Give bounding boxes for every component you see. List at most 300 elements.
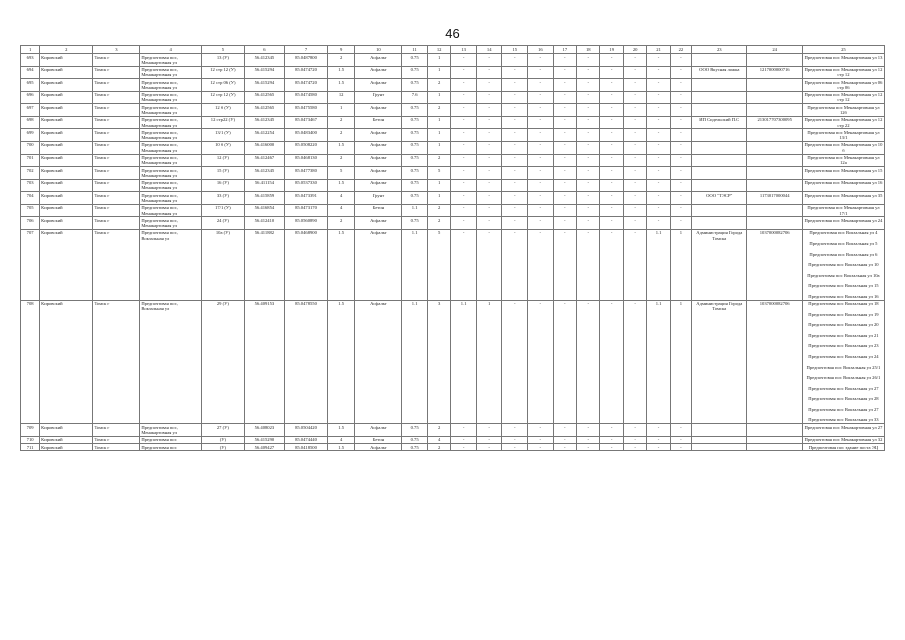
table-cell: 2 (327, 116, 355, 129)
table-cell: Предпочтовая пос Менакартовная ул 13 (802, 54, 884, 67)
table-cell: - (577, 436, 600, 443)
table-cell: Бетон (355, 116, 402, 129)
table-cell: 1 (670, 229, 691, 300)
location-item: Предпочтовая пос Вокзальная ул 21 (808, 332, 879, 338)
table-cell: Кировский (40, 104, 93, 117)
header-row (21, 46, 885, 54)
table-cell: 706 (21, 217, 40, 230)
table-cell (692, 204, 747, 217)
table-cell: Асфальт (355, 141, 402, 154)
table-cell: Томск г (93, 141, 140, 154)
table-cell: 56.412467 (244, 154, 284, 167)
table-cell: - (476, 104, 502, 117)
table-cell: - (451, 229, 477, 300)
table-cell: - (577, 154, 600, 167)
table-cell: Асфальт (355, 79, 402, 92)
table-cell: Томск г (93, 229, 140, 300)
table-cell: - (623, 79, 646, 92)
table-cell: 56.415859 (244, 192, 284, 205)
column-header: 24 (747, 46, 802, 54)
table-row (21, 129, 885, 142)
table-row (21, 141, 885, 154)
table-cell: Администрация Города Томска (692, 229, 747, 300)
table-cell: Томск г (93, 192, 140, 205)
table-cell: 56.409427 (244, 444, 284, 451)
table-cell: 0.75 (402, 154, 428, 167)
table-cell: 1.1 (647, 229, 670, 300)
table-cell: - (600, 129, 623, 142)
table-cell (747, 141, 802, 154)
table-cell: 2 (427, 424, 450, 437)
table-cell (747, 54, 802, 67)
table-cell: - (647, 424, 670, 437)
table-cell: 710 (21, 436, 40, 443)
table-cell: 13/1 (У) (202, 129, 245, 142)
table-cell: - (553, 179, 576, 192)
table-cell: Кировский (40, 424, 93, 437)
table-cell: 85.0474720 (285, 79, 328, 92)
table-cell: Асфальт (355, 54, 402, 67)
location-list (802, 300, 884, 424)
table-cell: 85.0474720 (285, 66, 328, 79)
table-cell: - (502, 104, 528, 117)
table-cell: 0.75 (402, 167, 428, 180)
table-cell: 85.0477380 (285, 167, 328, 180)
table-cell: 0.75 (402, 424, 428, 437)
table-cell: Предпочтовая пос, Менакартовная ул (140, 54, 202, 67)
table-cell: - (600, 104, 623, 117)
table-cell: - (670, 192, 691, 205)
table-cell (692, 179, 747, 192)
table-row (21, 179, 885, 192)
table-cell: - (451, 179, 477, 192)
table-cell: - (476, 91, 502, 104)
table-cell (747, 91, 802, 104)
table-cell: - (670, 141, 691, 154)
table-cell: 12 стр22 (У) (202, 116, 245, 129)
table-cell: 85.0508220 (285, 141, 328, 154)
table-cell: 1 (427, 141, 450, 154)
table-cell: - (577, 116, 600, 129)
table-cell: Предпочтовая пос, Менакартовная ул (140, 154, 202, 167)
table-row (21, 424, 885, 437)
table-cell: Томск г (93, 66, 140, 79)
table-cell: 1 (427, 116, 450, 129)
table-cell: Кировский (40, 217, 93, 230)
table-cell: ООО Вкусная ложка (692, 66, 747, 79)
table-cell (692, 141, 747, 154)
column-header: 6 (244, 46, 284, 54)
table-cell: 13 (У) (202, 54, 245, 67)
table-cell: - (647, 217, 670, 230)
table-cell: - (600, 192, 623, 205)
table-cell: - (502, 204, 528, 217)
column-header: 20 (623, 46, 646, 54)
table-row (21, 116, 885, 129)
table-row (21, 436, 885, 443)
table-cell: 5 (427, 167, 450, 180)
table-cell: - (528, 436, 554, 443)
table-row (21, 300, 885, 424)
table-cell: 56.409153 (244, 300, 284, 424)
table-cell: 56.416000 (244, 141, 284, 154)
table-cell: - (600, 179, 623, 192)
column-header: 3 (93, 46, 140, 54)
table-cell: Предпочтовая пос Менакартовная ул 13/1 (802, 129, 884, 142)
table-cell: - (623, 192, 646, 205)
table-cell: - (502, 444, 528, 451)
table-cell: 27 (У) (202, 424, 245, 437)
table-cell: - (451, 116, 477, 129)
table-cell: 12 стр 12 (У) (202, 91, 245, 104)
location-item: Предпочтовая пос Вокзальная ул 5 (809, 240, 878, 246)
table-cell: - (670, 79, 691, 92)
table-cell: 707 (21, 229, 40, 300)
table-cell: Предпочтовая пос Менакартовная ул 10 б (802, 141, 884, 154)
table-cell: - (528, 129, 554, 142)
table-cell: - (647, 116, 670, 129)
table-cell: - (670, 217, 691, 230)
table-cell: 1.5 (327, 66, 355, 79)
table-cell: - (623, 444, 646, 451)
table-cell: - (647, 179, 670, 192)
location-item: Предпочтовая пос Вокзальная ул 15 (808, 283, 879, 289)
table-cell: 29 (У) (202, 300, 245, 424)
table-cell: - (553, 79, 576, 92)
table-cell: - (600, 54, 623, 67)
table-cell: - (577, 424, 600, 437)
table-cell: Предпочтовая пос (140, 436, 202, 443)
table-cell: Томск г (93, 167, 140, 180)
table-cell: - (476, 436, 502, 443)
table-cell: - (577, 104, 600, 117)
table-cell: - (623, 217, 646, 230)
table-cell: 694 (21, 66, 40, 79)
table-cell: Предпочтовая пос Менакартовная ул 12а (802, 154, 884, 167)
table-cell: - (553, 436, 576, 443)
location-item: Предпочтовая пос Вокзальная ул 4 (809, 230, 878, 236)
table-cell: Асфальт (355, 444, 402, 451)
table-cell: - (451, 54, 477, 67)
table-cell: - (670, 54, 691, 67)
column-header: 7 (285, 46, 328, 54)
table-cell: Томск г (93, 79, 140, 92)
table-cell: 0.75 (402, 444, 428, 451)
table-cell: 56.408023 (244, 424, 284, 437)
table-cell: Предпочтовая пос Менакартовная ул 12б (802, 104, 884, 117)
table-cell: 1 (427, 192, 450, 205)
table-cell: - (528, 141, 554, 154)
table-cell: 85.0475580 (285, 104, 328, 117)
table-cell: Предпочтовая пос здание поста ЭЦ (802, 444, 884, 451)
table-cell: - (502, 116, 528, 129)
table-cell: 56.411154 (244, 179, 284, 192)
table-cell: - (623, 129, 646, 142)
table-row (21, 229, 885, 300)
table-cell: Предпочтовая пос Менакартовная ул 12 стр 12 (802, 91, 884, 104)
table-cell: - (647, 192, 670, 205)
location-item: Предпочтовая пос Вокзальная ул 24 (808, 354, 879, 360)
table-cell: - (476, 79, 502, 92)
table-cell: 12 б (У) (202, 104, 245, 117)
table-cell: - (577, 54, 600, 67)
table-cell: Асфальт (355, 66, 402, 79)
table-cell: - (451, 204, 477, 217)
table-cell: Томск г (93, 129, 140, 142)
table-cell: 213017707300095 (747, 116, 802, 129)
table-cell: Предпочтовая пос, Вокзальная ул (140, 300, 202, 424)
table-cell: - (577, 79, 600, 92)
table-cell: 56.412410 (244, 217, 284, 230)
column-header: 13 (451, 46, 477, 54)
table-cell: - (577, 167, 600, 180)
table-cell: 0.75 (402, 79, 428, 92)
column-header: 16 (528, 46, 554, 54)
table-row (21, 154, 885, 167)
table-cell: - (623, 141, 646, 154)
table-cell: Предпочтовая пос, Менакартовная ул (140, 424, 202, 437)
table-cell: 16 (У) (202, 179, 245, 192)
table-cell: Томск г (93, 204, 140, 217)
column-header: 23 (692, 46, 747, 54)
table-cell: 1.5 (327, 79, 355, 92)
table-cell: - (528, 217, 554, 230)
table-cell: - (553, 167, 576, 180)
column-header: 5 (202, 46, 245, 54)
table-cell: 0.75 (402, 66, 428, 79)
table-cell (747, 217, 802, 230)
table-cell: - (647, 444, 670, 451)
table-cell (692, 129, 747, 142)
table-row (21, 217, 885, 230)
table-cell: 15 (У) (202, 167, 245, 180)
table-cell: Предпочтовая пос Менакартовная ул 15 (802, 167, 884, 180)
table-cell: - (623, 116, 646, 129)
table-cell: Предпочтовая пос, Менакартовная ул (140, 66, 202, 79)
table-row (21, 167, 885, 180)
table-cell: - (553, 192, 576, 205)
table-cell: - (528, 300, 554, 424)
table-cell: 85.0418500 (285, 444, 328, 451)
table-cell: 56.412254 (244, 129, 284, 142)
table-cell: 699 (21, 129, 40, 142)
table-cell: - (528, 167, 554, 180)
table-cell: Томск г (93, 91, 140, 104)
location-item: Предпочтовая пос Вокзальная ул 10 (808, 262, 879, 268)
location-item: Предпочтовая пос Вокзальная ул 28 (808, 396, 879, 402)
table-cell: Томск г (93, 424, 140, 437)
table-cell: 85.0483400 (285, 129, 328, 142)
table-cell: 56.411882 (244, 229, 284, 300)
table-cell: Предпочтовая пос, Менакартовная ул (140, 217, 202, 230)
table-cell: Кировский (40, 129, 93, 142)
table-cell: 711 (21, 444, 40, 451)
table-cell: 24 (У) (202, 217, 245, 230)
table-cell: Бетон (355, 204, 402, 217)
table-cell: - (670, 424, 691, 437)
table-cell: 56.415294 (244, 79, 284, 92)
table-cell: - (451, 104, 477, 117)
table-cell: 4 (327, 192, 355, 205)
table-cell: Кировский (40, 141, 93, 154)
table-cell: 695 (21, 79, 40, 92)
table-cell: - (502, 192, 528, 205)
table-cell: - (528, 192, 554, 205)
table-cell (692, 154, 747, 167)
location-item: Предпочтовая пос Вокзальная ул 26/1 (806, 375, 881, 381)
column-header: 17 (553, 46, 576, 54)
table-cell: 0.75 (402, 217, 428, 230)
table-cell: - (528, 204, 554, 217)
table-cell: 1.1 (451, 300, 477, 424)
column-header: 10 (355, 46, 402, 54)
location-item: Предпочтовая пос Вокзальная ул 6 (809, 251, 878, 257)
table-cell: 1.1 (402, 204, 428, 217)
table-cell: - (528, 179, 554, 192)
table-cell: Предпочтовая пос Менакартовная ул 35 (802, 192, 884, 205)
table-cell (692, 424, 747, 437)
table-cell: Предпочтовая пос, Менакартовная ул (140, 116, 202, 129)
table-cell: Кировский (40, 204, 93, 217)
table-cell: 2 (427, 444, 450, 451)
table-cell (692, 91, 747, 104)
table-cell: - (600, 116, 623, 129)
table-cell (692, 104, 747, 117)
table-cell: 56.415294 (244, 66, 284, 79)
table-cell (692, 217, 747, 230)
table-cell: - (577, 129, 600, 142)
table-cell: 0.75 (402, 141, 428, 154)
table-cell: Предпочтовая пос Менакартовная ул 24 (802, 217, 884, 230)
table-cell: - (502, 79, 528, 92)
table-cell: 2 (327, 129, 355, 142)
table-cell: 12 стр 12 (У) (202, 66, 245, 79)
table-cell: 5 (327, 167, 355, 180)
table-cell: - (577, 179, 600, 192)
table-cell: - (476, 154, 502, 167)
table-cell: - (623, 154, 646, 167)
table-row (21, 192, 885, 205)
column-header: 18 (577, 46, 600, 54)
table-cell: Асфальт (355, 300, 402, 424)
table-cell: - (600, 141, 623, 154)
table-cell: - (670, 436, 691, 443)
table-cell: - (647, 91, 670, 104)
table-cell: Предпочтовая пос, Менакартовная ул (140, 204, 202, 217)
column-header: 9 (327, 46, 355, 54)
table-cell: 1.5 (327, 444, 355, 451)
table-cell: Кировский (40, 66, 93, 79)
table-cell: 1 (427, 179, 450, 192)
table-cell: Предпочтовая пос Менакартовная ул 32 (802, 436, 884, 443)
column-header: 25 (802, 46, 884, 54)
table-cell: 1 (427, 91, 450, 104)
table-cell: Администрация Города Томска (692, 300, 747, 424)
table-cell: - (451, 79, 477, 92)
table-cell: - (577, 444, 600, 451)
table-cell: - (577, 204, 600, 217)
table-cell: Предпочтовая пос Менакартовная ул 12 стр 22 (802, 116, 884, 129)
table-cell: Томск г (93, 116, 140, 129)
table-cell: - (528, 444, 554, 451)
table-cell: Томск г (93, 54, 140, 67)
table-cell: - (502, 154, 528, 167)
table-cell: - (553, 66, 576, 79)
table-cell: 85.0468130 (285, 154, 328, 167)
table-cell: - (502, 436, 528, 443)
table-cell: 0.75 (402, 192, 428, 205)
table-cell: 2 (427, 104, 450, 117)
table-cell (747, 204, 802, 217)
column-header: 21 (647, 46, 670, 54)
table-cell: 1.5 (327, 229, 355, 300)
table-cell: 85.0560890 (285, 217, 328, 230)
table-cell: - (451, 141, 477, 154)
table-cell: - (451, 424, 477, 437)
table-cell: - (553, 217, 576, 230)
table-cell: 2 (427, 217, 450, 230)
table-cell: - (600, 436, 623, 443)
column-header: 1 (21, 46, 40, 54)
table-cell: Кировский (40, 91, 93, 104)
table-cell: Кировский (40, 116, 93, 129)
table-cell: - (600, 300, 623, 424)
table-cell: 2 (427, 79, 450, 92)
table-cell: 85.0473467 (285, 116, 328, 129)
table-cell (692, 436, 747, 443)
table-cell: - (553, 300, 576, 424)
table-cell: Кировский (40, 444, 93, 451)
table-cell: Кировский (40, 154, 93, 167)
table-cell: - (451, 192, 477, 205)
table-cell: - (528, 424, 554, 437)
table-cell: Асфальт (355, 167, 402, 180)
table-cell: - (451, 154, 477, 167)
table-cell: - (476, 204, 502, 217)
table-cell: - (600, 444, 623, 451)
table-cell: - (528, 104, 554, 117)
table-cell: - (670, 204, 691, 217)
table-cell (692, 444, 747, 451)
table-cell: - (451, 436, 477, 443)
table-cell: Асфальт (355, 179, 402, 192)
table-cell (692, 79, 747, 92)
table-cell: - (502, 54, 528, 67)
table-cell: - (528, 116, 554, 129)
table-cell: 12 (У) (202, 154, 245, 167)
table-cell: Предпочтовая пос Менакартовная ул 27 (802, 424, 884, 437)
table-cell: - (553, 116, 576, 129)
location-item: Предпочтовая пос Вокзальная ул 27 (808, 385, 879, 391)
table-cell: - (451, 444, 477, 451)
column-header: 12 (427, 46, 450, 54)
table-cell: - (451, 167, 477, 180)
table-cell: 1 (427, 54, 450, 67)
table-cell: 33 (У) (202, 192, 245, 205)
table-cell: - (600, 66, 623, 79)
table-cell: 0.75 (402, 104, 428, 117)
table-cell: - (577, 300, 600, 424)
table-cell: 1.1 (402, 229, 428, 300)
table-cell: - (647, 141, 670, 154)
table-cell: 1 (670, 300, 691, 424)
table-cell: - (670, 116, 691, 129)
table-cell: 697 (21, 104, 40, 117)
table-cell: - (528, 66, 554, 79)
table-cell: 85.0473391 (285, 192, 328, 205)
table-cell: 1.5 (327, 141, 355, 154)
table-cell: - (528, 91, 554, 104)
